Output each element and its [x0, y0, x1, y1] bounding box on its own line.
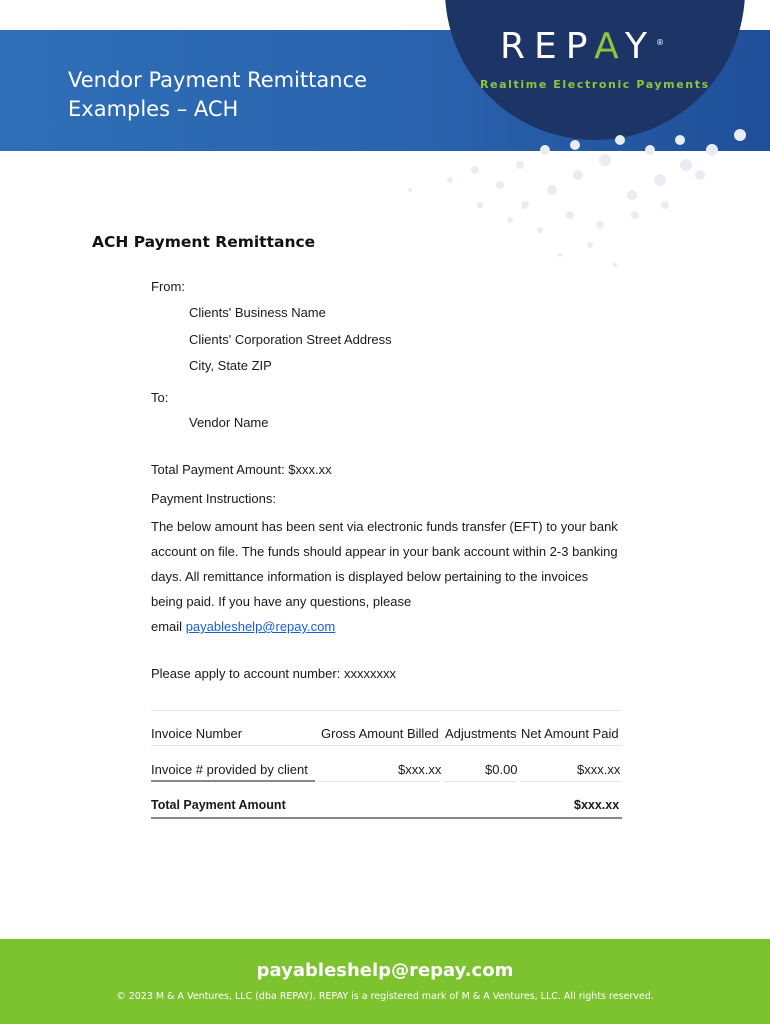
row-rule-col2	[318, 781, 440, 782]
section-title: ACH Payment Remittance	[92, 233, 316, 251]
from-label: From:	[151, 279, 185, 294]
row-rule-col4	[520, 781, 622, 782]
total-rule	[151, 817, 622, 819]
from-street: Clients' Corporation Street Address	[189, 332, 392, 347]
footer-copyright: © 2023 M & A Ventures, LLC (dba REPAY). REPAY is a registered mark of M & A Ventures, LLC. All rights reserved.	[116, 991, 654, 1002]
repay-logo	[500, 26, 700, 67]
header-rule	[151, 745, 622, 746]
logo-tagline: Realtime Electronic Payments	[480, 78, 710, 91]
logo-word-start: REP	[500, 26, 595, 67]
row-adjustments: $0.00	[485, 762, 518, 777]
instructions-body	[151, 514, 621, 639]
footer-band	[0, 939, 770, 1024]
total-value: $xxx.xx	[574, 798, 620, 812]
page-title-line2: Examples – ACH	[68, 97, 239, 121]
header-adjustments: Adjustments	[445, 726, 517, 741]
logo-word-end: Y	[625, 26, 657, 67]
to-vendor-name: Vendor Name	[189, 415, 269, 430]
header-net-amount: Net Amount Paid	[521, 726, 619, 741]
header-invoice-number: Invoice Number	[151, 726, 243, 741]
row-gross-amount: $xxx.xx	[398, 762, 442, 777]
footer-email[interactable]: payableshelp@repay.com	[256, 960, 514, 981]
logo-registered: ®	[656, 38, 665, 47]
row-rule-col3	[443, 781, 517, 782]
instructions-label: Payment Instructions:	[151, 491, 276, 506]
total-payment-amount: Total Payment Amount: $xxx.xx	[151, 462, 332, 477]
instructions-text: The below amount has been sent via electronic funds transfer (EFT) to your bank account on file. The funds should appear in your bank account within 2-3 banking days. All remittance information is displayed below pertaining to the invoices being paid. If you have any questions, please	[151, 519, 618, 609]
page-title	[68, 66, 448, 124]
total-label: Total Payment Amount	[151, 798, 286, 812]
account-line: Please apply to account number: xxxxxxxx	[151, 666, 396, 681]
email-prefix: email	[151, 619, 186, 634]
row-net-amount: $xxx.xx	[577, 762, 621, 777]
table-top-rule	[151, 710, 622, 711]
row-rule-col1	[151, 780, 315, 782]
page-title-line1: Vendor Payment Remittance	[68, 68, 368, 92]
from-city-state-zip: City, State ZIP	[189, 358, 272, 373]
to-label: To:	[151, 390, 169, 405]
header-gross-amount: Gross Amount Billed	[321, 726, 439, 741]
email-link[interactable]: payableshelp@repay.com	[185, 619, 336, 634]
from-business-name: Clients' Business Name	[189, 305, 326, 320]
logo-word-accent: A	[594, 26, 626, 67]
row-invoice-number: Invoice # provided by client	[151, 762, 308, 777]
